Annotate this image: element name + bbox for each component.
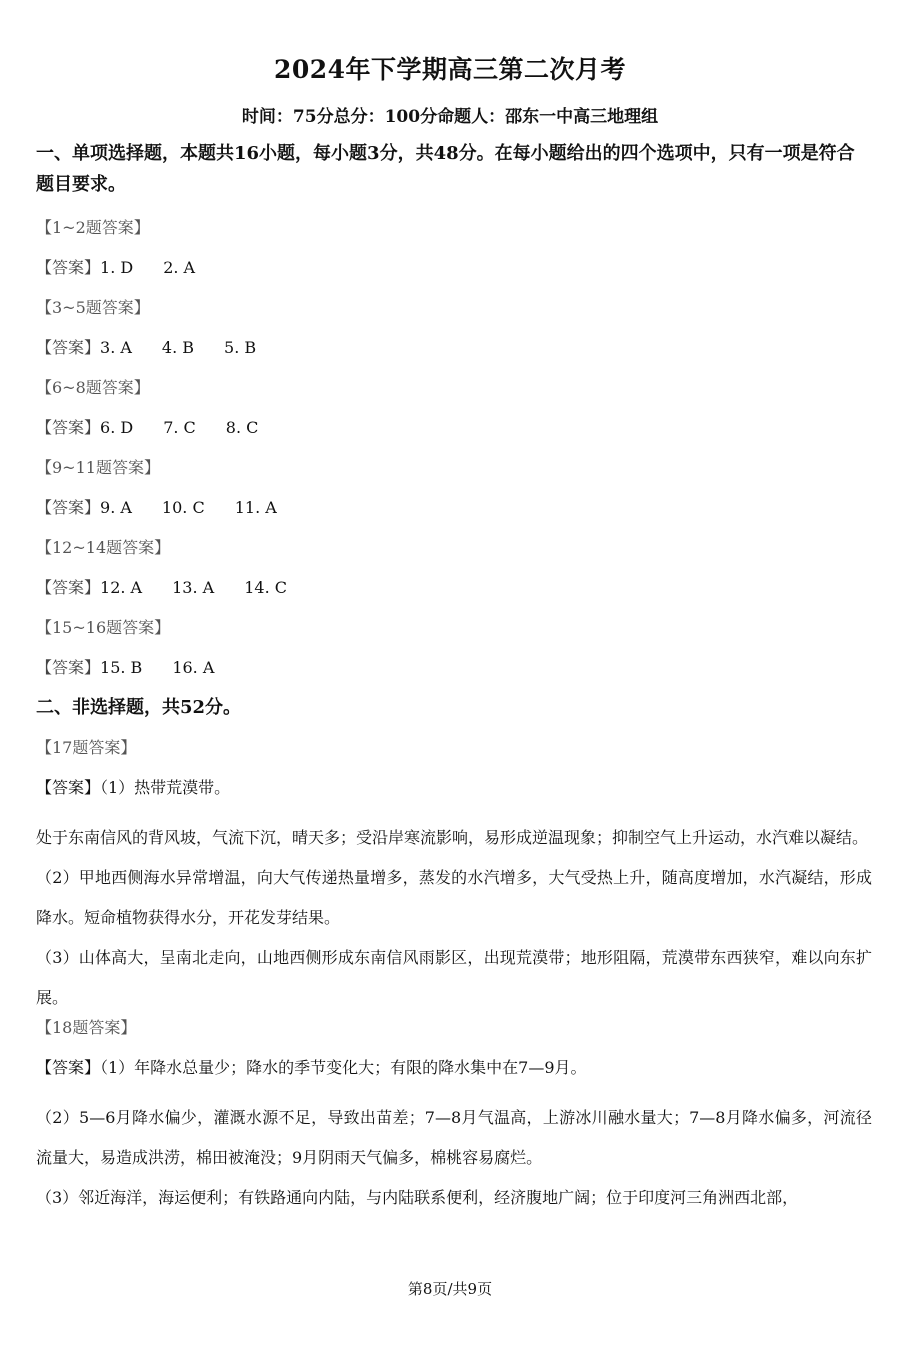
q18-paragraph: （3）邻近海洋，海运便利；有铁路通向内陆，与内陆联系便利，经济腹地广阔；位于印度河三角洲西北部， — [36, 1188, 799, 1207]
section1-heading: 一、单项选择题，本题共16小题，每小题3分，共48分。在每小题给出的四个选项中，只有一项是符合题目要求。 — [36, 143, 855, 195]
page-title: 2024年下学期高三第二次月考 — [273, 55, 627, 84]
answer-item: 15. B — [100, 658, 143, 677]
answer-item: 16. A — [172, 658, 215, 677]
answer-label: 【答案】 — [36, 338, 101, 357]
answer-label: 【答案】 — [36, 498, 101, 517]
group-title: 【9~11题答案】 — [36, 458, 160, 477]
exam-info: 时间：75分总分：100分命题人：邵东一中高三地理组 — [241, 107, 659, 127]
answer-row — [36, 418, 872, 458]
answer-label: 【答案】 — [36, 258, 101, 277]
q18-answer-line: 【答案】（1）年降水总量少；降水的季节变化大；有限的降水集中在7—9月。 — [36, 1058, 587, 1077]
q17-paragraph: （3）山体高大，呈南北走向，山地西侧形成东南信风雨影区，出现荒漠带；地形阻隔，荒漠带东西狭窄，难以向东扩展。 — [36, 948, 872, 1007]
answer-item: 13. A — [172, 578, 215, 597]
answer-item: 3. A — [100, 338, 132, 357]
answer-row — [36, 498, 872, 538]
page-number: 第8页/共9页 — [407, 1280, 493, 1298]
q17-paragraph: （2）甲地西侧海水异常增温，向大气传递热量增多，蒸发的水汽增多，大气受热上升，随高度增加，水汽凝结，形成降水。短命植物获得水分，开花发芽结果。 — [36, 868, 872, 927]
answer-item: 10. C — [161, 498, 205, 517]
section2-heading: 二、非选择题，共52分。 — [36, 697, 242, 718]
answer-item: 9. A — [100, 498, 132, 517]
group-title: 【15~16题答案】 — [36, 618, 171, 637]
answer-row — [36, 258, 872, 298]
answer-item: 14. C — [244, 578, 287, 597]
answer-label: 【答案】 — [36, 658, 101, 677]
answer-row — [36, 578, 872, 618]
answer-item: 8. C — [225, 418, 259, 437]
q17-paragraph: 处于东南信风的背风坡，气流下沉，晴天多；受沿岸寒流影响，易形成逆温现象；抑制空气上升运动，水汽难以凝结。 — [36, 828, 869, 847]
answer-row — [36, 338, 872, 378]
answer-item: 2. A — [163, 258, 196, 277]
q18-paragraph: （2）5—6月降水偏少，灌溉水源不足，导致出苗差；7—8月气温高，上游冰川融水量大；7—8月降水偏多，河流径流量大，易造成洪涝，棉田被淹没；9月阴雨天气偏多，棉桃容易腐烂。 — [36, 1108, 872, 1167]
answer-item: 4. B — [161, 338, 195, 357]
q17-answer-line: 【答案】（1）热带荒漠带。 — [36, 778, 231, 797]
answer-item: 12. A — [100, 578, 143, 597]
answer-label: 【答案】 — [36, 418, 101, 437]
group-title: 【3~5题答案】 — [36, 298, 150, 317]
answer-item: 1. D — [100, 258, 134, 277]
group-title: 【12~14题答案】 — [36, 538, 171, 557]
group-title: 【6~8题答案】 — [36, 378, 150, 397]
answer-label: 【答案】 — [36, 578, 101, 597]
answer-item: 5. B — [224, 338, 257, 357]
answer-item: 7. C — [163, 418, 196, 437]
group-title: 【1~2题答案】 — [36, 218, 150, 237]
answer-item: 6. D — [100, 418, 134, 437]
q17-title: 【17题答案】 — [36, 738, 137, 757]
q18-title: 【18题答案】 — [36, 1018, 137, 1037]
answer-item: 11. A — [234, 498, 277, 517]
page-body — [36, 138, 872, 1218]
answer-row — [36, 658, 872, 698]
